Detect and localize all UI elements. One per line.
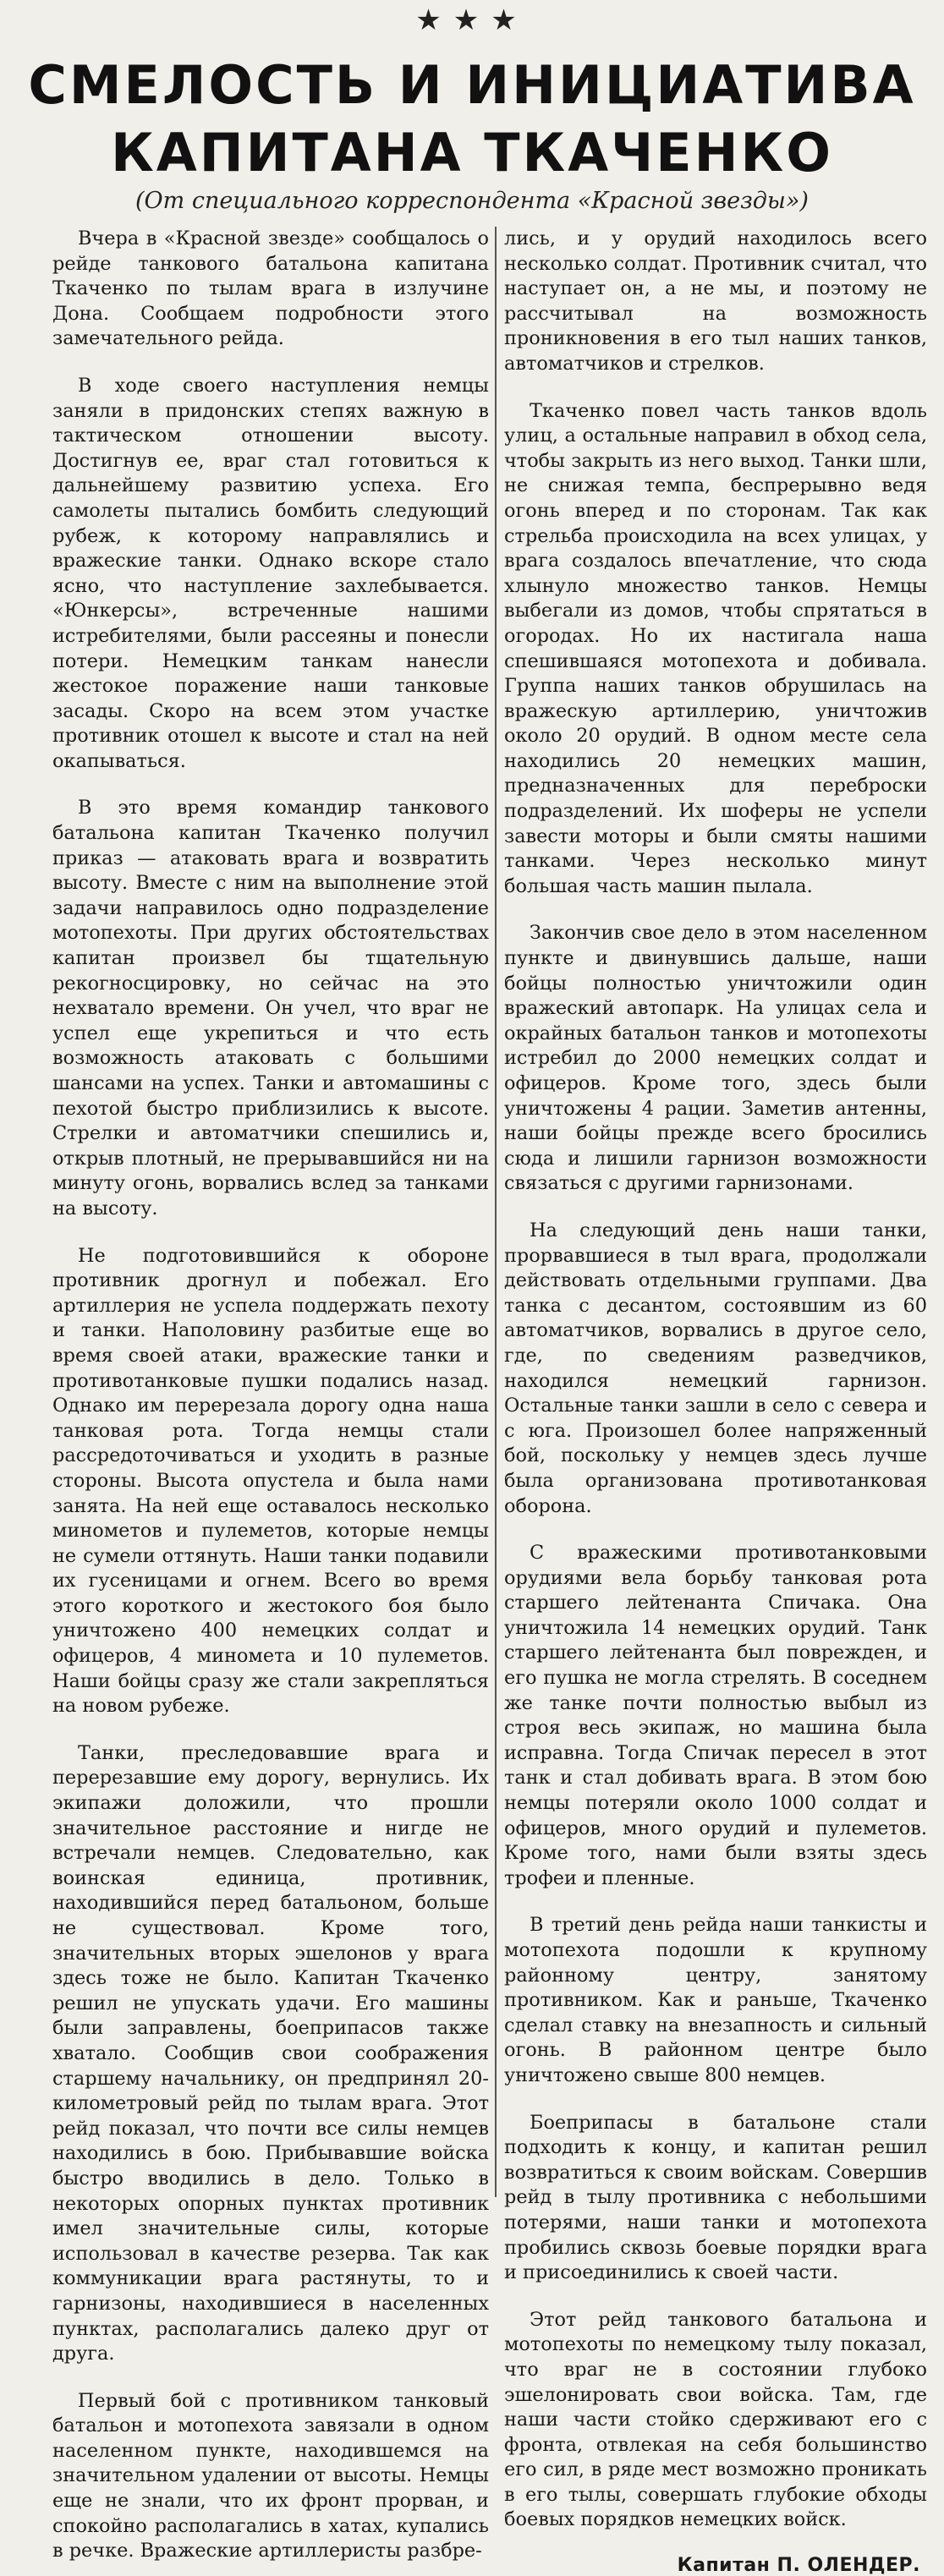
left-column bbox=[52, 227, 489, 2562]
paragraph: В третий день рейда наши танкисты и мотопехота подошли к крупному районному центру, занятому противником. Как и раньше, Ткаченко сделал ставку на внезапность и сильный огонь. В районном центре было уничтожено свыше 800 немцев. bbox=[504, 1914, 927, 2086]
paragraph: Первый бой с противником танковый батальон и мотопехота завязали в одном населенном пункте, находившемся на значительном удалении от высоты. Немцы еще не знали, что их фронт прорван, и спокойно располагались в хатах, купались в речке. Вражеские артиллеристы разбре- bbox=[52, 2389, 489, 2562]
decorative-stars: ★★★ bbox=[415, 3, 529, 37]
paragraph: Не подготовившийся к обороне противник дрогнул и побежал. Его артиллерия не успела поддержать пехоту и танки. Наполовину разбитые еще во время своей атаки, вражеские танки и противотанковые пушки подались назад. Однако им перерезала дорогу одна наша танковая рота. Тогда немцы стали рассредоточиваться и уходить в разные стороны. Высота опустела и была нами занята. На ней еще оставалось несколько минометов и пулеметов, которые немцы не сумели оттянуть. Наши танки подавили их гусеницами и огнем. Всего во время этого короткого и жестокого боя было уничтожено 400 немецких солдат и офицеров, 4 миномета и 10 пулеметов. Наши бойцы сразу же стали закрепляться на новом рубеже. bbox=[52, 1244, 489, 1718]
paragraph: лись, и у орудий находилось всего несколько солдат. Противник считал, что наступает он, а не мы, и поэтому не рассчитывал на возможность проникновения в его тыл наших танков, автоматчиков и стрелков. bbox=[504, 227, 927, 375]
right-column bbox=[504, 227, 927, 2576]
paragraph: Танки, преследовавшие врага и перерезавшие ему дорогу, вернулись. Их экипажи доложили, что прошли значительное расстояние и нигде не встречали немцев. Следовательно, как воинская единица, противник, находившийся перед батальоном, больше не существовал. Кроме того, значительных вторых эшелонов у врага здесь тоже не было. Капитан Ткаченко решил не упускать удачи. Его машины были заправлены, боеприпасов также хватало. Сообщив свои соображения старшему начальнику, он предпринял 20-километровый рейд по тылам врага. Этот рейд показал, что почти все силы немцев находились в бою. Прибывавшие войска быстро вводились в дело. Только в некоторых опорных пунктах противник имел значительные силы, которые использовал в качестве резерва. Так как коммуникации врага растянуты, то и гарнизоны, находившиеся в населенных пунктах, располагались далеко друг от друга. bbox=[52, 1741, 489, 2365]
paragraph: В это время командир танкового батальона капитан Ткаченко получил приказ — атаковать врага и возвратить высоту. Вместе с ним на выполнение этой задачи направилось одно подразделение мотопехоты. При других обстоятельствах капитан произвел бы тщательную рекогносцировку, но сейчас на это нехватало времени. Он учел, что враг не успел еще укрепиться и что есть возможность атаковать с большими шансами на успех. Танки и автомашины с пехотой быстро приблизились к высоте. Стрелки и автоматчики спешились и, открыв плотный, не прерывавшийся ни на минуту огонь, ворвались вслед за танками на высоту. bbox=[52, 797, 489, 1219]
paragraph: Ткаченко повел часть танков вдоль улиц, а остальные направил в обход села, чтобы закрыть из него выход. Танки шли, не снижая темпа, беспрерывно ведя огонь вперед и по сторонам. Так как стрельба происходила на всех улицах, у врага создалось впечатление, что сюда хлынуло множество танков. Немцы выбегали из домов, чтобы спрятаться в огородах. Но их настигала наша спешившаяся мотопехота и добивала. Группа наших танков обрушилась на вражескую артиллерию, уничтожив около 20 орудий. В одном месте села находились 20 немецких машин, предназначенных для переброски подразделений. Их шоферы не успели завести моторы и были смяты нашими танками. Через несколько минут большая часть машин пылала. bbox=[504, 399, 927, 897]
paragraph: Вчера в «Красной звезде» сообщалось о рейде танкового батальона капитана Ткаченко по тылам врага в излучине Дона. Сообщаем подробности этого замечательного рейда. bbox=[52, 227, 489, 350]
author-signature: Капитан П. ОЛЕНДЕР. bbox=[677, 2555, 920, 2576]
byline-subtitle: (От специального корреспондента «Красной звезды») bbox=[135, 188, 809, 214]
paragraph: На следующий день наши танки, прорвавшиеся в тыл врага, продолжали действовать отдельными группами. Два танка с десантом, состоявшим из 60 автоматчиков, ворвались в другое село, где, по сведениям разведчиков, находился немецкий гарнизон. Остальные танки зашли в село с севера и с юга. Произошел более напряженный бой, поскольку у немцев здесь лучше была организована противотанковая оборона. bbox=[504, 1219, 927, 1517]
headline-line-1: СМЕЛОСТЬ И ИНИЦИАТИВА bbox=[28, 54, 916, 116]
column-divider bbox=[495, 227, 497, 2197]
headline-line-2: КАПИТАНА ТКАЧЕНКО bbox=[111, 122, 833, 184]
paragraph: Боеприпасы в батальоне стали подходить к концу, и капитан решил возвратиться к своим войскам. Совершив рейд в тылу противника с небольшими потерями, наши танки и мотопехота пробились сквозь боевые порядки врага и присоединились к своей части. bbox=[504, 2111, 927, 2284]
paragraph: В ходе своего наступления немцы заняли в придонских степях важную в тактическом отношении высоту. Достигнув ее, враг стал готовиться к дальнейшему развитию успеха. Его самолеты пытались бомбить следующий рубеж, к которому направлялись и вражеские танки. Однако вскоре стало ясно, что наступление захлебывается. «Юнкерсы», встреченные нашими истребителями, были рассеяны и понесли потери. Немецким танкам нанесли жестокое поражение наши танковые засады. Скоро на всем этом участке противник отошел к высоте и стал на ней окапываться. bbox=[52, 374, 489, 772]
paragraph: С вражескими противотанковыми орудиями вела борьбу танковая рота старшего лейтенанта Спичака. Она уничтожила 14 немецких орудий. Танк старшего лейтенанта был поврежден, и его пушка не могла стрелять. В соседнем же танке почти полностью выбыл из строя весь экипаж, но машина была исправна. Тогда Спичак пересел в этот танк и стал добивать врага. В этом бою немцы потеряли около 1000 солдат и офицеров, много орудий и пулеметов. Кроме того, нами были взяты здесь трофеи и пленные. bbox=[504, 1542, 927, 1889]
paragraph: Закончив свое дело в этом населенном пункте и двинувшись дальше, наши бойцы полностью уничтожили один вражеский автопарк. На улицах села и окрайных батальон танков и мотопехоты истребил до 2000 немецких солдат и офицеров. Кроме того, здесь были уничтожены 4 рации. Заметив антенны, наши бойцы прежде всего бросились сюда и лишили гарнизон возможности связаться с другими гарнизонами. bbox=[504, 922, 927, 1195]
paragraph: Этот рейд танкового батальона и мотопехоты по немецкому тылу показал, что враг не в состоянии глубоко эшелонировать свои войска. Там, где наши части стойко сдерживают его с фронта, отвлекая на себя большинство его сил, в ряде мест возможно проникать в его тылы, совершать глубокие обходы боевых порядков немецких войск. bbox=[504, 2308, 927, 2531]
